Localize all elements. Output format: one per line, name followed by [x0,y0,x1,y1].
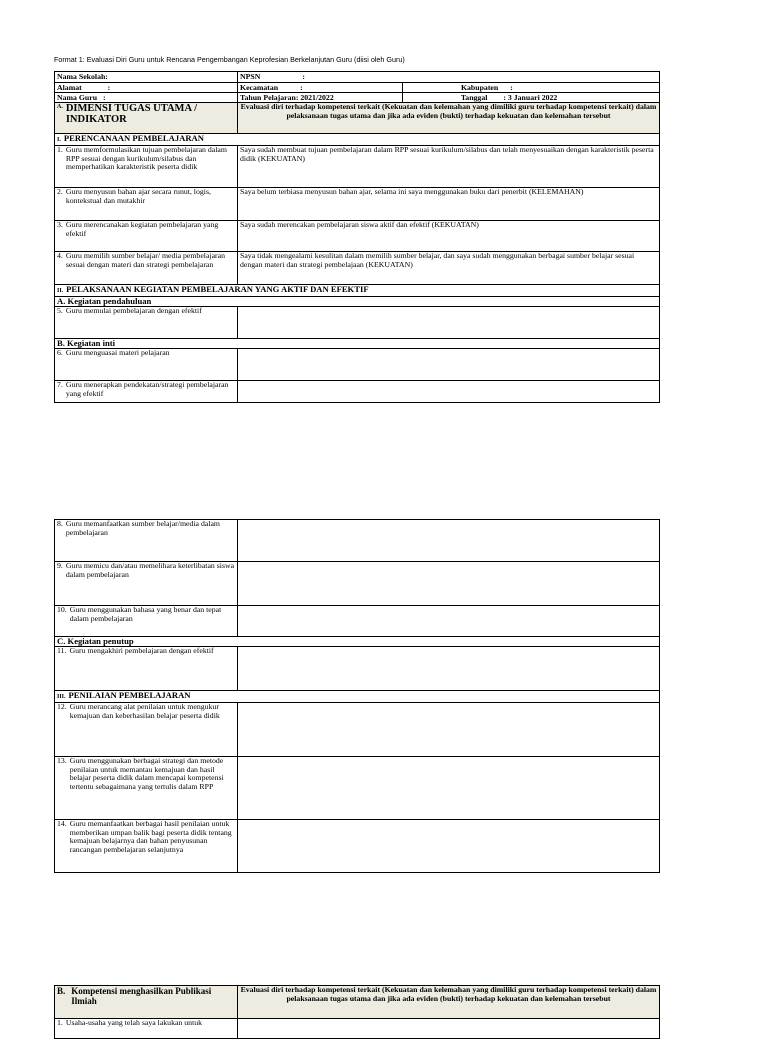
regency-label: Kabupaten [460,83,499,92]
part3-header [55,691,660,703]
district-label: Kecamatan [240,83,279,92]
part2-num: II. [57,288,64,294]
part1-num: I. [57,137,61,143]
section-a-title: DIMENSI TUGAS UTAMA / INDIKATOR [65,103,198,125]
evaluation-table-page-3 [54,985,660,1039]
district-cell [238,83,403,93]
answer-cell[interactable]: Saya sudah merencakan pembelajaran siswa aktif dan efektif (KEKUATAN) [238,221,660,252]
indicator-text: Guru memulai pembelajaran dengan efektif [65,306,202,315]
answer-cell[interactable] [238,757,660,820]
indicator-number: 5. [57,306,63,315]
regency-colon: : [510,83,513,92]
indicator-text: Guru menerapkan pendekatan/strategi pembelajaran yang efektif [65,380,229,398]
table-row [55,757,660,820]
table-row [55,520,660,562]
answer-cell[interactable] [238,307,660,339]
answer-cell[interactable]: Saya tidak mengealami kesulitan dalam memilih sumber belajar, dan saya sudah menggunakan berbagai sumber belajar sesuai dengan materi dan strategi pembelajaan (KEKUATAN) [238,252,660,285]
indicator-number: 14. [57,819,67,828]
teacher-name-cell [55,93,238,103]
table-row [55,606,660,637]
indicator-number: 7. [57,380,63,389]
address-label: Alamat [57,83,82,92]
indicator-text: Guru menyusun bahan ajar secara runut, logis, kontekstual dan mutakhir [65,187,211,205]
evaluation-table-page-1 [54,71,660,403]
teacher-name-colon: : [103,93,106,102]
indicator-number: 1. [57,1018,63,1027]
section-b-title: Kompetensi menghasilkan Publikasi Ilmiah [71,986,212,1006]
part1-title: PERENCANAAN PEMBELAJARAN [63,133,204,143]
answer-cell[interactable]: Saya belum terbiasa menyusun bahan ajar, selama ini saya menggunakan buku dari penerbit (KELEMAHAN) [238,188,660,221]
answer-cell[interactable] [238,562,660,606]
indicator-text: Guru menggunakan berbagai strategi dan metode penilaian untuk memantau kemajuan dan hasil belajar peserta didik dalam mencapai kompetensi tertentu sebagaimana yang tertulis dalam RPP [69,756,224,791]
table-row [55,820,660,873]
indicator-number: 4. [57,251,63,260]
indicator-text: Guru mengakhiri pembelajaran dengan efektif [69,646,214,655]
table-row [55,562,660,606]
answer-cell[interactable] [238,1019,660,1039]
answer-cell[interactable] [238,703,660,757]
table-row [55,1019,660,1039]
evaluation-table-page-2 [54,519,660,873]
indicator-text: Guru memformulasikan tujuan pembelajaran dalam RPP sesuai dengan kurikulum/silabus dan memperhatikan karakteristik peserta didik [65,145,227,172]
answer-cell[interactable] [238,647,660,691]
indicator-number: 13. [57,756,67,765]
part2-title: PELAKSANAAN KEGIATAN PEMBELAJARAN YANG AKTIF DAN EFEKTIF [66,284,369,294]
table-row [55,188,660,221]
indicator-text: Guru memanfaatkan sumber belajar/media dalam pembelajaran [65,519,221,537]
evaluation-header: Evaluasi diri terhadap kompetensi terkait (Kekuatan dan kelemahan yang dimiliki guru terhadap kompetensi terkait) dalam pelaksanaan tugas utama dan jika ada eviden (bukti) terhadap kekuatan dan kelemahan tersebut [238,103,660,134]
address-colon: : [107,83,111,92]
indicator-number: 11. [57,646,67,655]
table-row [55,349,660,381]
date-cell [403,93,660,103]
table-row [55,221,660,252]
npsn-colon: : [302,72,305,81]
section-b-evaluation-header: Evaluasi diri terhadap kompetensi terkait (Kekuatan dan kelemahan yang dimiliki guru terhadap kompetensi terkait) dalam pelaksanaan tugas utama dan jika ada eviden (bukti) terhadap kekuatan dan kelemahan tersebut [238,986,660,1019]
indicator-number: 6. [57,348,63,357]
answer-cell[interactable]: Saya sudah membuat tujuan pembelajaran dalam RPP sesuai kurikulum/silabus dan telah menyesuaikan dengan karakteristik peserta didik (KEKUATAN) [238,146,660,188]
part3-num: III. [57,694,66,700]
table-row [55,252,660,285]
school-name-label: Nama Sekolah: [55,72,238,83]
table-row [55,703,660,757]
indicator-number: 9. [57,561,63,570]
answer-cell[interactable] [238,820,660,873]
indicator-number: 8. [57,519,63,528]
part3-title: PENILAIAN PEMBELAJARAN [68,690,191,700]
teacher-name-label: Nama Guru [57,93,98,102]
answer-cell[interactable] [238,381,660,403]
subsection-b-header: B. Kegiatan inti [55,339,660,349]
date-label: Tanggal [460,93,488,102]
answer-cell[interactable] [238,349,660,381]
section-b-title-cell [55,986,238,1019]
subsection-c-header: C. Kegiatan penutup [55,637,660,647]
district-colon: : [300,83,303,92]
indicator-text: Guru menggunakan bahasa yang benar dan tepat dalam pembelajaran [69,605,222,623]
section-b-letter: B. [57,986,66,996]
answer-cell[interactable] [238,606,660,637]
answer-cell[interactable] [238,520,660,562]
indicator-text: Guru merencanakan kegiatan pembelajaran yang efektif [65,220,219,238]
indicator-number: 1. [57,145,63,154]
table-row [55,647,660,691]
table-row [55,381,660,403]
indicator-number: 12. [57,702,67,711]
indicator-number: 3. [57,220,63,229]
section-a-letter: A. [57,104,63,110]
dimension-title-cell [55,103,238,134]
indicator-number: 2. [57,187,63,196]
address-cell [55,83,238,93]
indicator-text: Guru merancang alat penilaian untuk mengukur kemajuan dan keberhasilan belajar peserta didik [69,702,220,720]
table-row [55,307,660,339]
table-row [55,146,660,188]
regency-cell [403,83,660,93]
form-caption: Format 1: Evaluasi Diri Guru untuk Rencana Pengembangan Keprofesian Berkelanjutan Guru (diisi oleh Guru) [54,55,405,64]
academic-year: Tahun Pelajaran: 2021/2022 [238,93,403,103]
part2-header [55,285,660,297]
subsection-a-header: A. Kegiatan pendahuluan [55,297,660,307]
part1-header [55,134,660,146]
indicator-text: Guru memanfaatkan berbagai hasil penilaian untuk memberikan umpan balik bagi peserta didik tentang kemajuan belajarnya dan bahan penyusunan rancangan pembelajaran selanjutnya [69,819,232,854]
indicator-number: 10. [57,605,67,614]
indicator-text: Usaha-usaha yang telah saya lakukan untuk [65,1018,203,1027]
indicator-text: Guru memicu dan/atau memelihara keterlibatan siswa dalam pembelajaran [65,561,235,579]
npsn-label: NPSN [240,72,261,81]
npsn-cell [238,72,660,83]
indicator-text: Guru memilih sumber belajar/ media pembelajaran sesuai dengan materi dan strategi pembelajaran [65,251,225,269]
date-value: : 3 Januari 2022 [503,93,558,102]
indicator-text: Guru menguasai materi pelajaran [65,348,170,357]
